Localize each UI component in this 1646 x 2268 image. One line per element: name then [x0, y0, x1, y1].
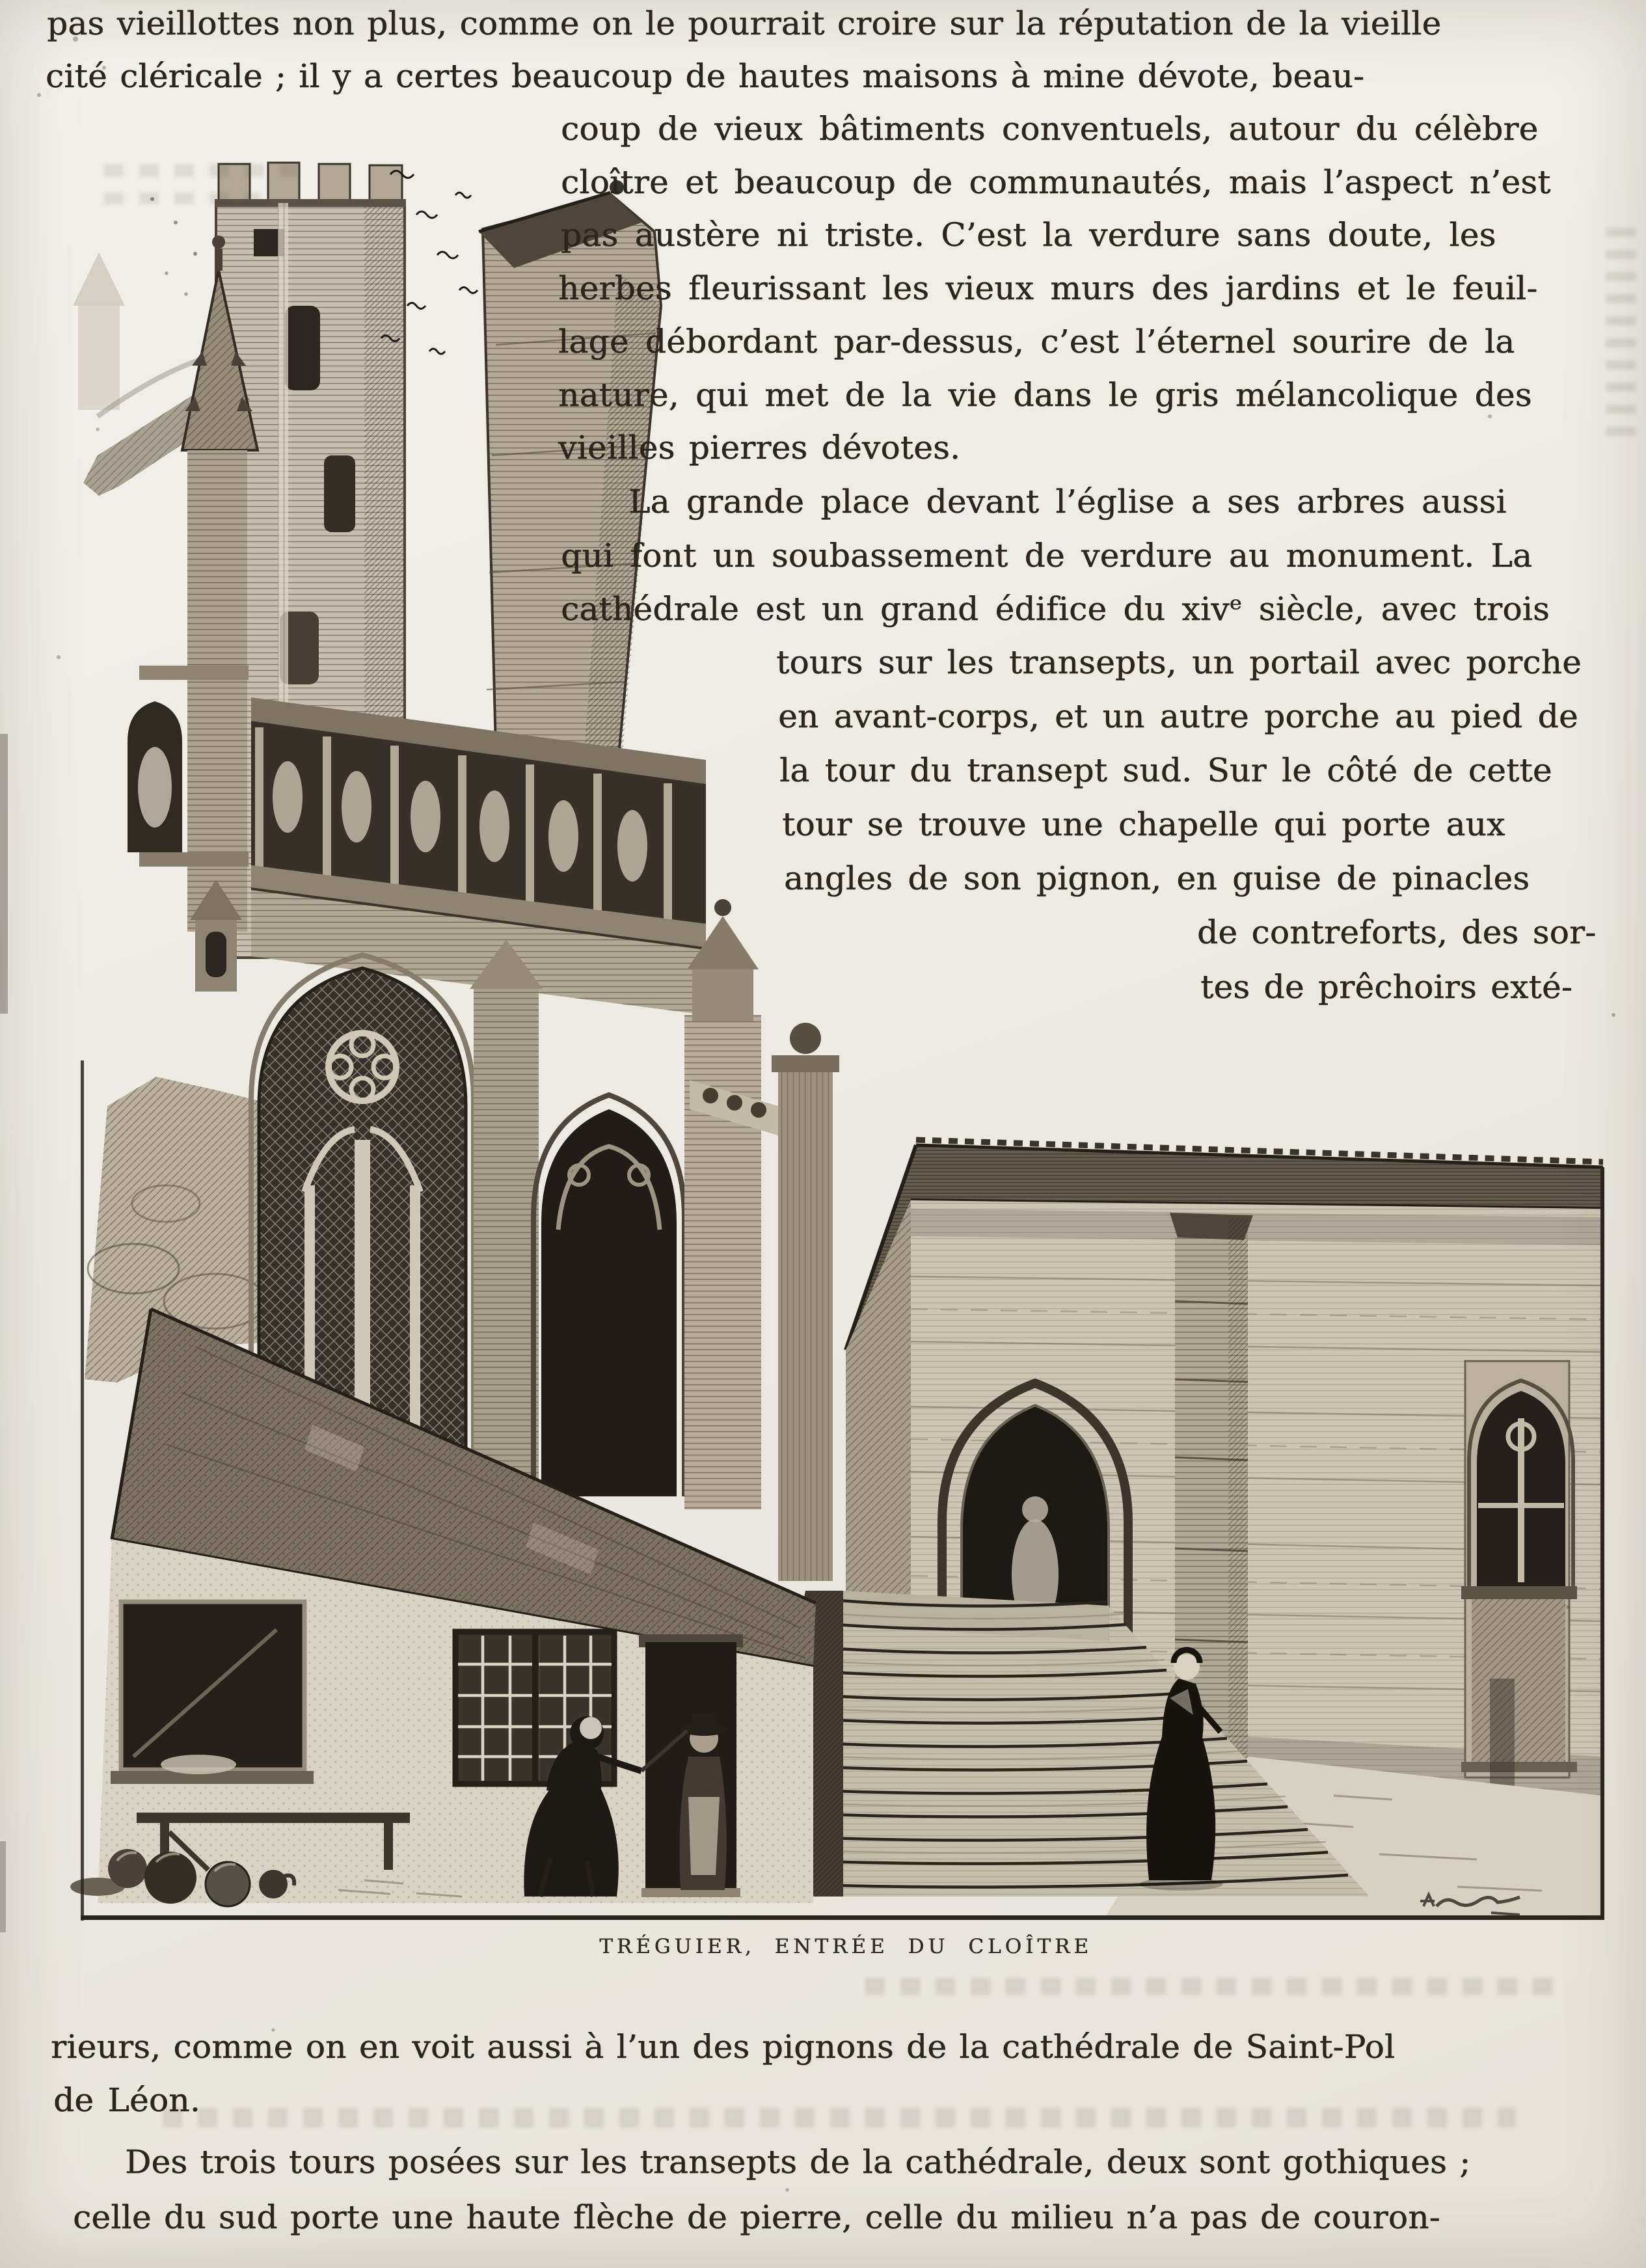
text-line: la tour du transept sud. Sur le côté de cette — [779, 751, 1552, 789]
text-line: tours sur les transepts, un portail avec porche — [776, 643, 1582, 681]
text-line: pas austère ni triste. C’est la verdure sans doute, les — [561, 216, 1496, 254]
stair-pier — [684, 899, 778, 1509]
text-line: cloître et beaucoup de communautés, mais l’aspect n’est — [561, 163, 1551, 201]
text-line: qui font un soubassement de verdure au monument. La — [561, 537, 1533, 574]
text-line: cité cléricale ; il y a certes beaucoup de hautes maisons à mine dévote, beau- — [46, 57, 1365, 95]
text-line: tour se trouve une chapelle qui porte aux — [782, 805, 1505, 843]
statue-gallery — [251, 697, 706, 1015]
text-line: en avant-corps, et un autre porche au pied de — [778, 697, 1578, 735]
text-line: angles de son pignon, en guise de pinacles — [784, 859, 1530, 897]
text-line: coup de vieux bâtiments conventuels, autour du célèbre — [561, 110, 1539, 148]
text-line: celle du sud porte une haute flèche de pierre, celle du milieu n’a pas de couron- — [73, 2198, 1440, 2236]
text-line: tes de prêchoirs exté- — [1200, 968, 1572, 1006]
text-line: nature, qui met de la vie dans le gris mélancolique des — [558, 376, 1532, 414]
text-line: La grande place devant l’église a ses arbres aussi — [628, 483, 1507, 520]
text-line: vieilles pierres dévotes. — [558, 429, 961, 466]
text-line: rieurs, comme on en voit aussi à l’un des pignons de la cathédrale de Saint-Pol — [51, 2028, 1396, 2066]
newel-post — [772, 1023, 839, 1581]
side-arch — [533, 1095, 684, 1496]
text-line: de Léon. — [53, 2081, 200, 2119]
text-line: herbes fleurissant les vieux murs des jardins et le feuil- — [558, 269, 1538, 307]
text-line: Des trois tours posées sur les transepts de la cathédrale, deux sont gothiques ; — [125, 2143, 1471, 2181]
scan-artifacts — [0, 734, 8, 1932]
text-line: lage débordant par-dessus, c’est l’éternel sourire de la — [558, 323, 1515, 360]
text-line: de contreforts, des sor- — [1197, 913, 1597, 951]
text-line: pas vieillottes non plus, comme on le pourrait croire sur la réputation de la vieille — [47, 5, 1442, 42]
illustration-caption: TRÉGUIER, ENTRÉE DU CLOÎTRE — [599, 1935, 1092, 1958]
text-line: cathédrale est un grand édifice du xivᵉ siècle, avec trois — [561, 590, 1550, 628]
